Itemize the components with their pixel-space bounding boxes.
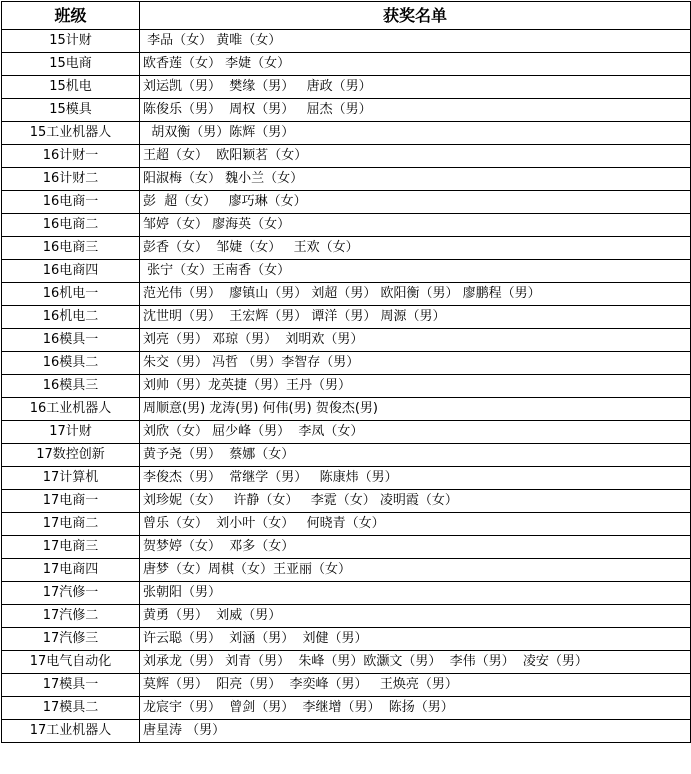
award-names-cell: 贺梦婷（女） 邓多（女） xyxy=(140,536,691,559)
class-cell: 17汽修一 xyxy=(2,582,140,605)
class-cell: 16电商三 xyxy=(2,237,140,260)
table-row xyxy=(2,168,691,191)
class-cell: 16模具三 xyxy=(2,375,140,398)
class-cell: 17电商三 xyxy=(2,536,140,559)
award-names-cell: 邹婷（女） 廖海英（女） xyxy=(140,214,691,237)
award-list-table xyxy=(1,1,691,743)
class-cell: 17模具二 xyxy=(2,697,140,720)
award-names-cell: 周顺意(男) 龙涛(男) 何伟(男) 贺俊杰(男) xyxy=(140,398,691,421)
class-cell: 17模具一 xyxy=(2,674,140,697)
award-names-cell: 沈世明（男） 王宏辉（男） 谭洋（男） 周源（男） xyxy=(140,306,691,329)
table-row xyxy=(2,237,691,260)
class-cell: 17电商一 xyxy=(2,490,140,513)
award-names-cell: 刘运凯（男） 樊缘（男） 唐政（男） xyxy=(140,76,691,99)
award-names-cell: 黄勇（男） 刘威（男） xyxy=(140,605,691,628)
table-row xyxy=(2,122,691,145)
award-names-cell: 刘承龙（男） 刘青（男） 朱峰（男）欧灏文（男） 李伟（男） 凌安（男） xyxy=(140,651,691,674)
table-row xyxy=(2,375,691,398)
award-names-cell: 阳淑梅（女） 魏小兰（女） xyxy=(140,168,691,191)
class-cell: 16电商二 xyxy=(2,214,140,237)
class-cell: 17电气自动化 xyxy=(2,651,140,674)
award-names-cell: 李俊杰（男） 常继学（男） 陈康炜（男） xyxy=(140,467,691,490)
class-cell: 16模具一 xyxy=(2,329,140,352)
class-cell: 17工业机器人 xyxy=(2,720,140,743)
table-row xyxy=(2,490,691,513)
award-names-cell: 莫辉（男） 阳亮（男） 李奕峰（男） 王焕亮（男） xyxy=(140,674,691,697)
table-row xyxy=(2,513,691,536)
award-names-cell: 张宁（女）王南香（女） xyxy=(140,260,691,283)
class-cell: 16计财一 xyxy=(2,145,140,168)
table-row xyxy=(2,329,691,352)
table-row xyxy=(2,30,691,53)
class-cell: 16机电二 xyxy=(2,306,140,329)
award-names-cell: 刘亮（男） 邓琼（男） 刘明欢（男） xyxy=(140,329,691,352)
table-row xyxy=(2,628,691,651)
table-row xyxy=(2,697,691,720)
award-names-cell: 陈俊乐（男） 周权（男） 屈杰（男） xyxy=(140,99,691,122)
table-body xyxy=(2,30,691,743)
class-cell: 17电商二 xyxy=(2,513,140,536)
table-row xyxy=(2,605,691,628)
award-names-cell: 彭香（女） 邹婕（女） 王欢（女） xyxy=(140,237,691,260)
table-row xyxy=(2,352,691,375)
class-cell: 15模具 xyxy=(2,99,140,122)
award-names-cell: 唐星涛 （男） xyxy=(140,720,691,743)
table-row xyxy=(2,651,691,674)
table-row xyxy=(2,145,691,168)
class-cell: 16计财二 xyxy=(2,168,140,191)
class-cell: 16模具二 xyxy=(2,352,140,375)
award-names-cell: 曾乐（女） 刘小叶（女） 何晓青（女） xyxy=(140,513,691,536)
award-names-cell: 胡双衡（男）陈辉（男） xyxy=(140,122,691,145)
class-cell: 16电商四 xyxy=(2,260,140,283)
table-row xyxy=(2,444,691,467)
award-names-cell: 唐梦（女）周棋（女）王亚丽（女） xyxy=(140,559,691,582)
header-row xyxy=(2,2,691,30)
header-names: 获奖名单 xyxy=(140,2,691,30)
table-row xyxy=(2,421,691,444)
class-cell: 17数控创新 xyxy=(2,444,140,467)
award-names-cell: 朱交（男） 冯哲 （男）李智存（男） xyxy=(140,352,691,375)
award-names-cell: 彭 超（女） 廖巧琳（女） xyxy=(140,191,691,214)
class-cell: 16机电一 xyxy=(2,283,140,306)
class-cell: 17汽修二 xyxy=(2,605,140,628)
award-names-cell: 李品（女） 黄唯（女） xyxy=(140,30,691,53)
table-row xyxy=(2,306,691,329)
table-row xyxy=(2,260,691,283)
table-row xyxy=(2,559,691,582)
class-cell: 17计算机 xyxy=(2,467,140,490)
class-cell: 15工业机器人 xyxy=(2,122,140,145)
award-names-cell: 王超（女） 欧阳颖茗（女） xyxy=(140,145,691,168)
award-names-cell: 刘珍妮（女） 许静（女） 李霓（女） 凌明霞（女） xyxy=(140,490,691,513)
header-class: 班级 xyxy=(2,2,140,30)
table-row xyxy=(2,674,691,697)
award-names-cell: 刘帅（男）龙英捷（男）王丹（男） xyxy=(140,375,691,398)
table-row xyxy=(2,283,691,306)
table-row xyxy=(2,467,691,490)
award-names-cell: 许云聪（男） 刘涵（男） 刘健（男） xyxy=(140,628,691,651)
award-names-cell: 刘欣（女） 屈少峰（男） 李凤（女） xyxy=(140,421,691,444)
award-names-cell: 张朝阳（男） xyxy=(140,582,691,605)
table-row xyxy=(2,398,691,421)
award-names-cell: 龙宸宇（男） 曾剑（男） 李继增（男） 陈扬（男） xyxy=(140,697,691,720)
award-names-cell: 欧香莲（女） 李婕（女） xyxy=(140,53,691,76)
class-cell: 15机电 xyxy=(2,76,140,99)
class-cell: 16工业机器人 xyxy=(2,398,140,421)
table-row xyxy=(2,191,691,214)
table-row xyxy=(2,76,691,99)
table-row xyxy=(2,720,691,743)
class-cell: 17汽修三 xyxy=(2,628,140,651)
class-cell: 15电商 xyxy=(2,53,140,76)
award-names-cell: 范光伟（男） 廖镇山（男） 刘超（男） 欧阳衡（男） 廖鹏程（男） xyxy=(140,283,691,306)
table-row xyxy=(2,53,691,76)
award-names-cell: 黄予尧（男） 蔡娜（女） xyxy=(140,444,691,467)
table-row xyxy=(2,582,691,605)
table-row xyxy=(2,99,691,122)
class-cell: 15计财 xyxy=(2,30,140,53)
class-cell: 17电商四 xyxy=(2,559,140,582)
table-row xyxy=(2,536,691,559)
class-cell: 17计财 xyxy=(2,421,140,444)
class-cell: 16电商一 xyxy=(2,191,140,214)
table-row xyxy=(2,214,691,237)
